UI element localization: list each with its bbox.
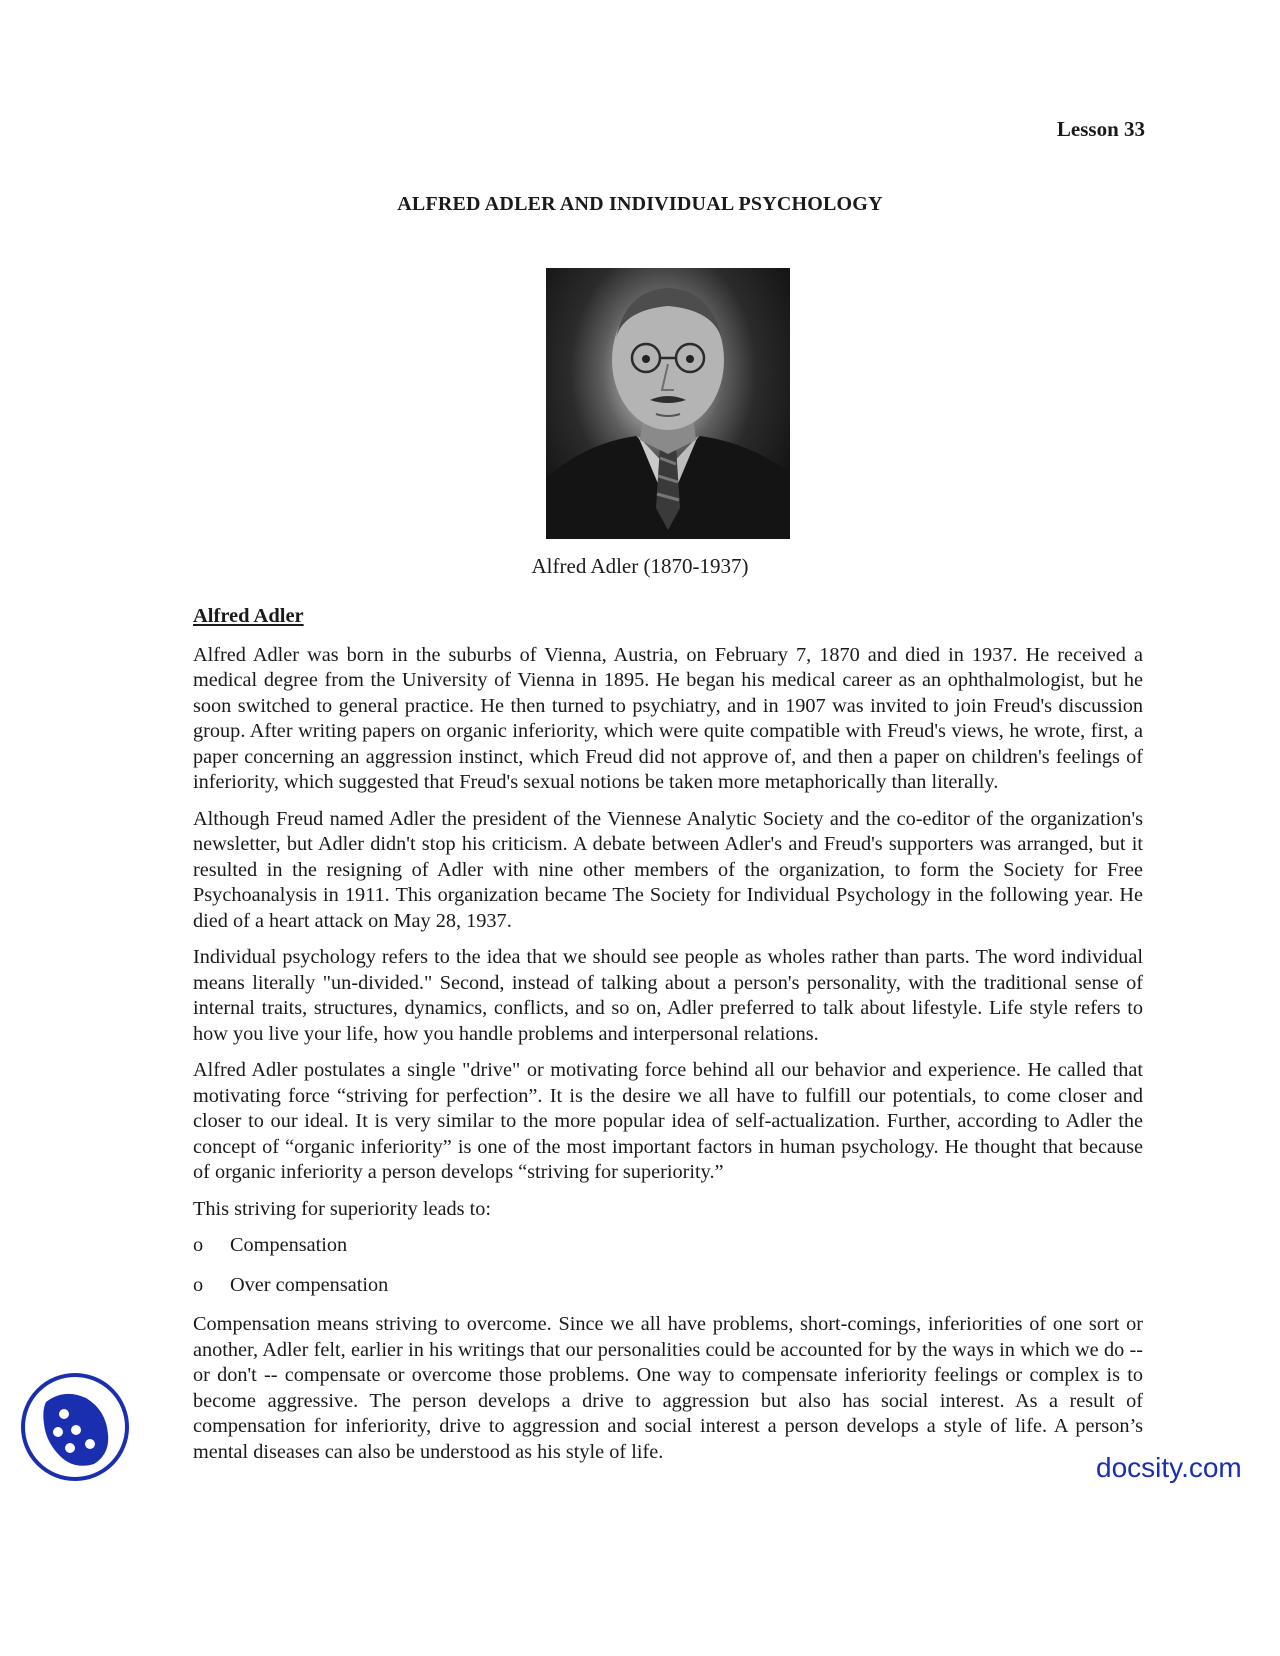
- bullet-marker: o: [193, 1234, 204, 1256]
- watermark-brand[interactable]: docsity.com: [1096, 1452, 1242, 1483]
- paragraph: This striving for superiority leads to:: [193, 1197, 491, 1220]
- portrait-photo: [546, 268, 790, 539]
- figure-caption: Alfred Adler (1870-1937): [531, 554, 749, 578]
- portrait-illustration: [546, 268, 790, 539]
- list-item-text: Over compensation: [230, 1273, 389, 1296]
- section-heading: Alfred Adler: [193, 605, 304, 627]
- paragraph: Although Freud named Adler the president of the Viennese Analytic Society and the co-editor of the organization's newsletter, but Adler didn't stop his criticism. A debate between Adler's and Freud's supporters was arranged, but it resulted in the resigning of Adler with nine other members of the organization, to form the Society for Free Psychoanalysis in 1911. This organization became The Society for Individual Psychology in the following year. He died of a heart attack on May 28, 1937.: [193, 807, 1143, 932]
- paragraph: Compensation means striving to overcome. Since we all have problems, short-comings, inferiorities of one sort or another, Adler felt, earlier in his writings that our personalities could be accounted for by the ways in which we do -- or don't -- compensate or overcome those problems. One way to compensate inferiority feelings or complex is to become aggressive. The person develops a drive to aggression but also has social interest. As a result of compensation for inferiority, drive to aggression and social interest a person develops a style of life. A person’s mental diseases can also be understood as his style of life.: [193, 1313, 1143, 1463]
- paragraph: Individual psychology refers to the idea that we should see people as wholes rather than parts. The word individual means literally "un-divided." Second, instead of talking about a person's personality, with the traditional sense of internal traits, structures, dynamics, conflicts, and so on, Adler preferred to talk about lifestyle. Life style refers to how you live your life, how you handle problems and interpersonal relations.: [193, 946, 1143, 1045]
- lesson-number: Lesson 33: [1056, 117, 1145, 141]
- list-item-text: Compensation: [230, 1234, 348, 1256]
- article-body: [193, 604, 1143, 1476]
- paragraph: Alfred Adler postulates a single "drive" or motivating force behind all our behavior and experience. He called that motivating force “striving for perfection”. It is the desire we all have to fulfill our potentials, to come closer and closer to our ideal. It is very similar to the more popular idea of self-actualization. Further, according to Adler the concept of “organic inferiority” is one of the most important factors in human psychology. He thought that because of organic inferiority a person develops “striving for superiority.”: [193, 1059, 1143, 1183]
- docsity-logo-icon: [20, 1372, 130, 1482]
- paragraph: Alfred Adler was born in the suburbs of Vienna, Austria, on February 7, 1870 and died in 1937. He received a medical degree from the University of Vienna in 1895. He began his medical career as an ophthalmologist, but he soon switched to general practice. He then turned to psychiatry, and in 1907 was invited to join Freud's discussion group. After writing papers on organic inferiority, which were quite compatible with Freud's views, he wrote, first, a paper concerning an aggression instinct, which Freud did not approve of, and then a paper on children's feelings of inferiority, which suggested that Freud's sexual notions be taken more metaphorically than literally.: [193, 643, 1143, 793]
- list-item: [193, 1273, 1143, 1299]
- document-title: ALFRED ADLER AND INDIVIDUAL PSYCHOLOGY: [397, 193, 883, 215]
- bullet-marker: o: [193, 1273, 204, 1296]
- list-item: [193, 1233, 1143, 1259]
